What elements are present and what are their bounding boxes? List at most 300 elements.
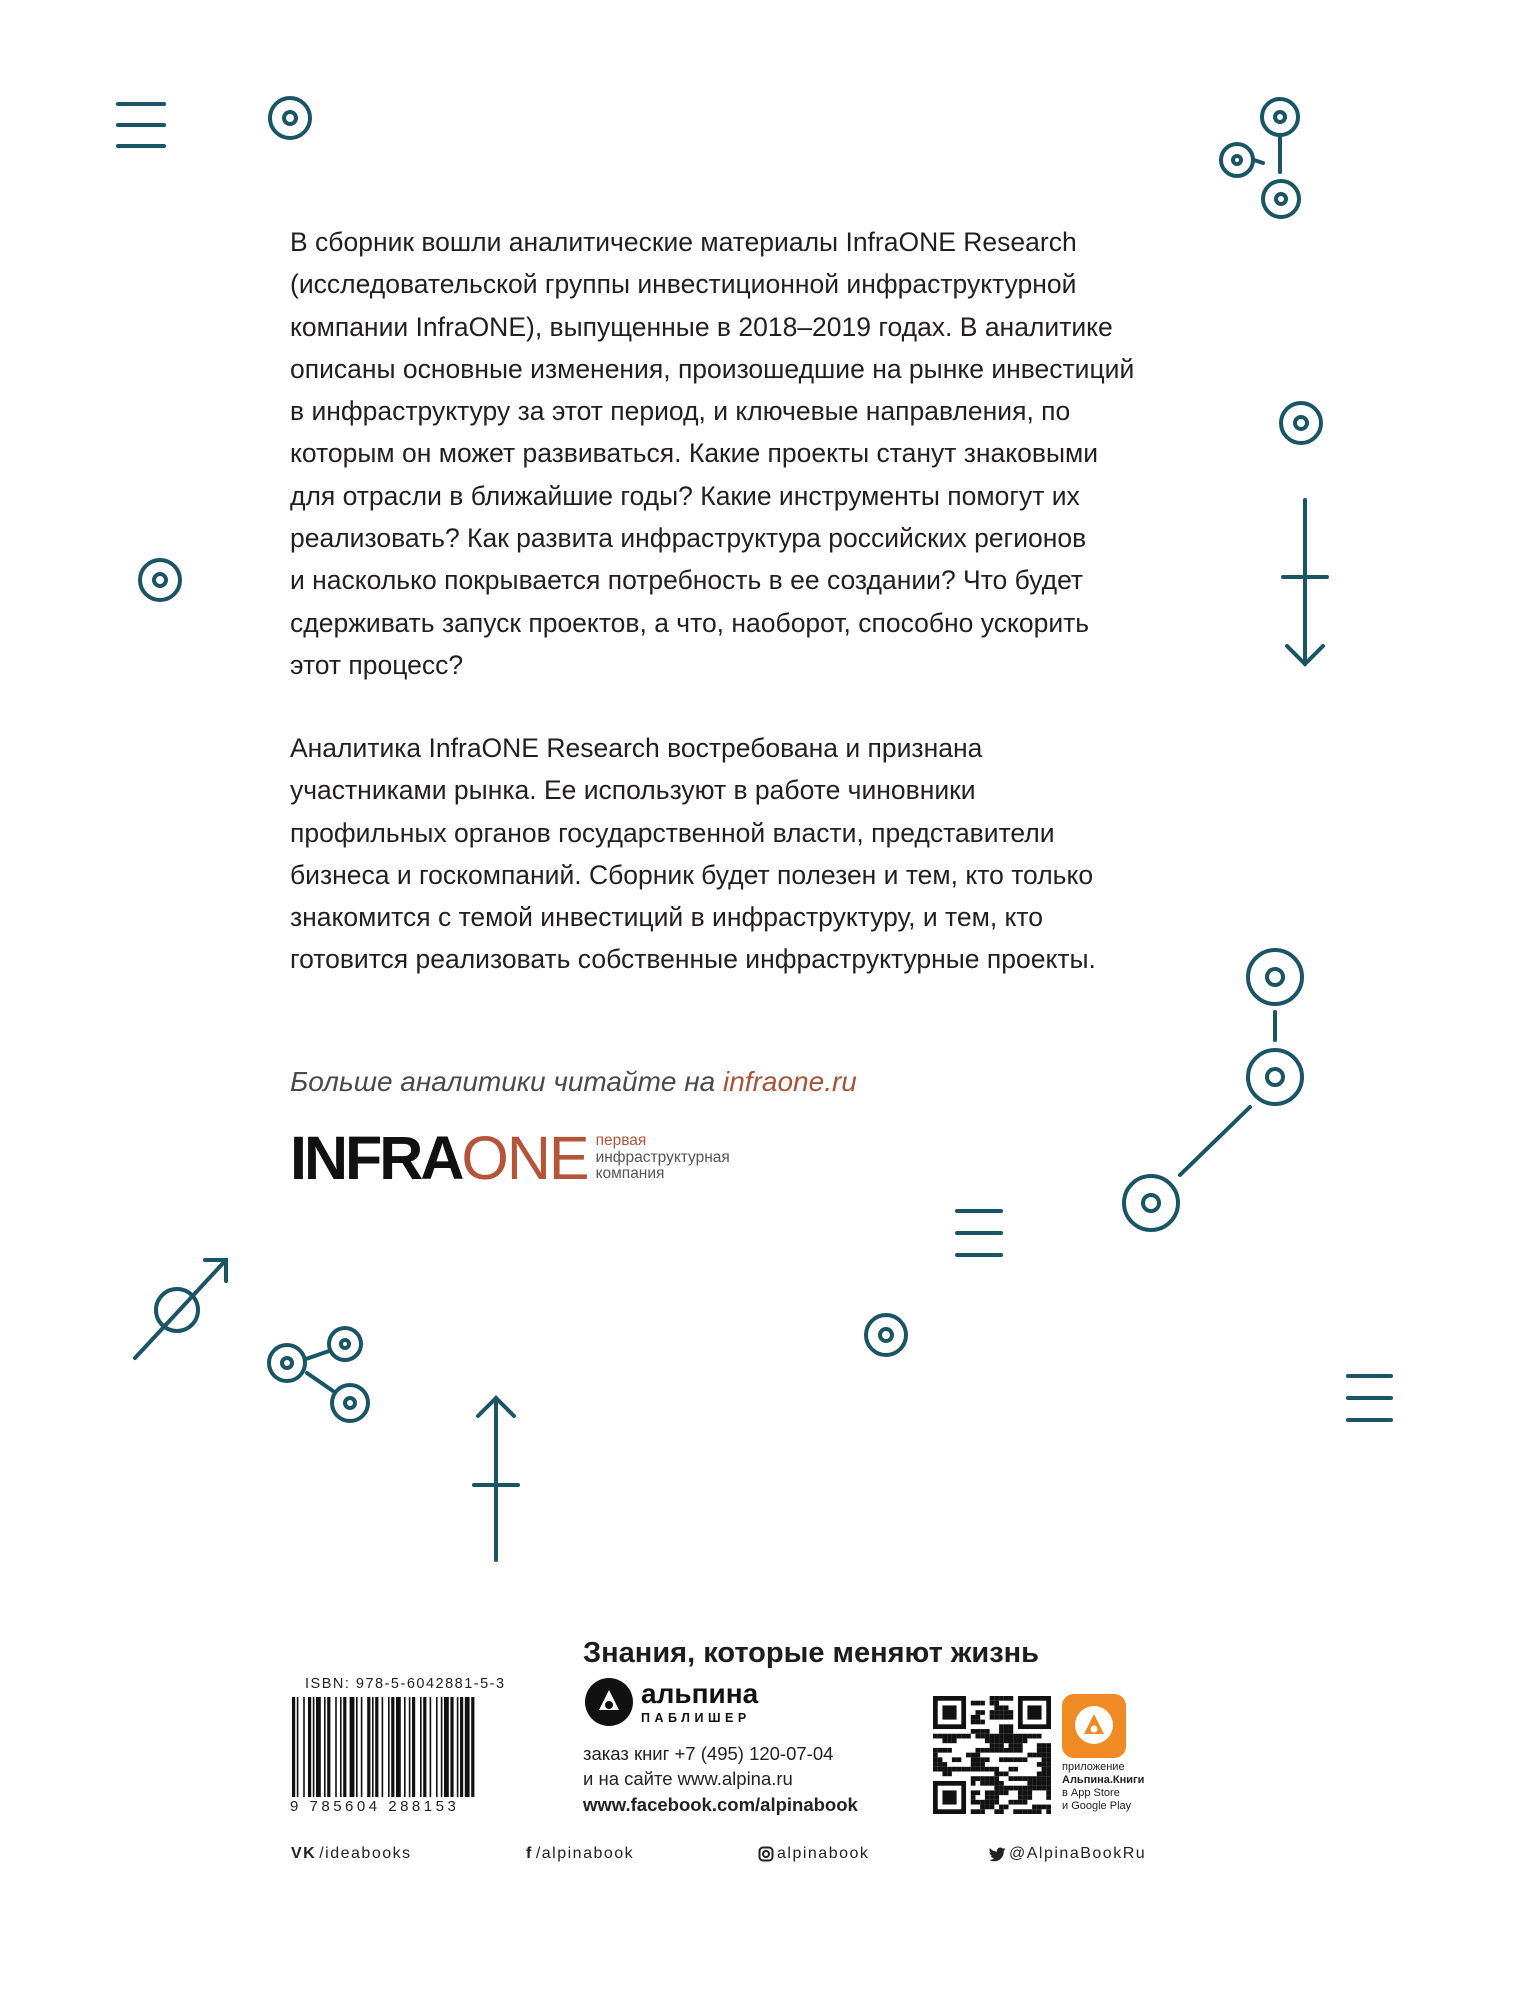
barcode-bar xyxy=(465,1697,470,1797)
text-line: реализовать? Как развита инфраструктура российских регионов xyxy=(290,523,1087,554)
barcode xyxy=(292,1697,522,1797)
qr-module xyxy=(1037,1748,1042,1753)
qr-module xyxy=(933,1767,938,1772)
qr-module xyxy=(1027,1753,1032,1758)
qr-module xyxy=(933,1762,938,1767)
qr-module xyxy=(966,1734,971,1739)
qr-module xyxy=(975,1710,980,1715)
qr-module xyxy=(999,1710,1004,1715)
qr-module xyxy=(985,1795,990,1800)
qr-module xyxy=(1027,1734,1032,1739)
qr-module xyxy=(942,1748,947,1753)
qr-module xyxy=(975,1776,980,1781)
qr-module xyxy=(1018,1795,1023,1800)
qr-module xyxy=(980,1762,985,1767)
barcode-bar xyxy=(335,1697,337,1797)
qr-module xyxy=(999,1757,1004,1762)
qr-module xyxy=(971,1701,976,1706)
qr-module xyxy=(971,1800,976,1805)
qr-module xyxy=(990,1781,995,1786)
text-line: и насколько покрывается потребность в ее создании? Что будет xyxy=(290,565,1084,596)
description-paragraph-2 xyxy=(290,727,1170,981)
text-line: описаны основные изменения, произошедшие на рынке инвестиций xyxy=(290,353,1135,384)
qr-module xyxy=(1037,1809,1042,1814)
qr-module xyxy=(957,1757,962,1762)
qr-module xyxy=(975,1715,980,1720)
barcode-bar xyxy=(409,1697,411,1797)
qr-module xyxy=(994,1710,999,1715)
social-vk-text: /ideabooks xyxy=(319,1845,412,1862)
qr-module xyxy=(994,1748,999,1753)
qr-module xyxy=(1037,1772,1042,1777)
qr-module xyxy=(1046,1748,1051,1753)
qr-module xyxy=(1004,1786,1009,1791)
qr-module xyxy=(985,1781,990,1786)
alpina-logo-icon xyxy=(583,1676,635,1728)
qr-module xyxy=(947,1734,952,1739)
qr-module xyxy=(1013,1809,1018,1814)
qr-module xyxy=(999,1790,1004,1795)
qr-module xyxy=(1037,1781,1042,1786)
qr-module xyxy=(1013,1786,1018,1791)
qr-module xyxy=(1004,1715,1009,1720)
barcode-bar xyxy=(372,1697,374,1797)
qr-module xyxy=(1023,1776,1028,1781)
qr-module xyxy=(985,1790,990,1795)
qr-module xyxy=(1009,1734,1014,1739)
qr-module xyxy=(1027,1809,1032,1814)
qr-module xyxy=(938,1748,943,1753)
qr-module xyxy=(1042,1748,1047,1753)
qr-module xyxy=(990,1805,995,1810)
qr-module xyxy=(980,1748,985,1753)
qr-module xyxy=(1032,1786,1037,1791)
barcode-bar xyxy=(292,1697,295,1797)
logo-tagline xyxy=(596,1133,730,1183)
qr-module xyxy=(1004,1696,1009,1701)
qr-module xyxy=(1009,1696,1014,1701)
qr-module xyxy=(1009,1757,1014,1762)
barcode-bar xyxy=(460,1697,463,1797)
qr-module xyxy=(1004,1705,1009,1710)
social-facebook-text: /alpinabook xyxy=(535,1845,635,1862)
menu-lines-icon xyxy=(1348,1376,1391,1420)
text-line: этот процесс? xyxy=(290,649,464,680)
qr-module xyxy=(975,1757,980,1762)
barcode-bar xyxy=(313,1697,315,1797)
qr-module xyxy=(994,1705,999,1710)
qr-module xyxy=(966,1753,971,1758)
qr-module xyxy=(971,1790,976,1795)
qr-module xyxy=(1023,1734,1028,1739)
qr-module xyxy=(990,1767,995,1772)
qr-module xyxy=(1009,1767,1014,1772)
qr-module xyxy=(1018,1800,1023,1805)
text-line: в инфраструктуру за этот период, и ключевые направления, по xyxy=(290,396,1071,427)
qr-module xyxy=(985,1734,990,1739)
qr-module xyxy=(1013,1734,1018,1739)
text-line: готовится реализовать собственные инфраструктурные проекты. xyxy=(290,944,1096,975)
qr-module xyxy=(952,1757,957,1762)
qr-module xyxy=(975,1762,980,1767)
qr-module xyxy=(975,1734,980,1739)
qr-module xyxy=(1042,1805,1047,1810)
qr-module xyxy=(980,1809,985,1814)
qr-module xyxy=(994,1734,999,1739)
qr-module xyxy=(994,1795,999,1800)
qr-module xyxy=(1023,1786,1028,1791)
qr-module xyxy=(975,1800,980,1805)
qr-module xyxy=(1009,1729,1014,1734)
qr-module xyxy=(1004,1790,1009,1795)
qr-module xyxy=(990,1800,995,1805)
qr-module xyxy=(990,1790,995,1795)
qr-module xyxy=(1018,1790,1023,1795)
qr-module xyxy=(990,1734,995,1739)
barcode-bar xyxy=(303,1697,305,1797)
qr-module xyxy=(952,1734,957,1739)
qr-module xyxy=(994,1786,999,1791)
qr-module xyxy=(1027,1776,1032,1781)
qr-module xyxy=(952,1738,957,1743)
qr-module xyxy=(938,1734,943,1739)
barcode-bar xyxy=(350,1697,355,1797)
barcode-bar xyxy=(375,1697,378,1797)
tagline-line: инфраструктурная xyxy=(595,1148,730,1166)
app-store-text xyxy=(1062,1761,1144,1813)
qr-module xyxy=(971,1762,976,1767)
text-line: сдерживать запуск проектов, а что, наоборот, способно ускорить xyxy=(290,607,1090,638)
qr-module xyxy=(994,1696,999,1701)
qr-module xyxy=(975,1767,980,1772)
qr-module xyxy=(933,1748,938,1753)
qr-module xyxy=(1004,1724,1009,1729)
text-line: бизнеса и госкомпаний. Сборник будет полезен и тем, кто только xyxy=(290,859,1094,890)
qr-module xyxy=(1037,1762,1042,1767)
barcode-bar xyxy=(391,1697,394,1797)
qr-module xyxy=(999,1781,1004,1786)
qr-module xyxy=(938,1762,943,1767)
barcode-bar xyxy=(450,1697,453,1797)
qr-module xyxy=(1004,1710,1009,1715)
qr-module xyxy=(1046,1805,1051,1810)
qr-module xyxy=(1009,1786,1014,1791)
qr-module xyxy=(999,1805,1004,1810)
qr-module xyxy=(1009,1776,1014,1781)
publisher-name: альпина xyxy=(641,1677,759,1709)
diagonal-arrow-circle-icon xyxy=(135,1260,226,1358)
qr-module xyxy=(994,1809,999,1814)
qr-module xyxy=(961,1767,966,1772)
infraone-link[interactable]: infraone.ru xyxy=(723,1066,857,1097)
qr-module xyxy=(1009,1800,1014,1805)
qr-module xyxy=(1004,1729,1009,1734)
qr-module xyxy=(947,1772,952,1777)
qr-module xyxy=(1042,1776,1047,1781)
barcode-bar xyxy=(297,1697,299,1797)
qr-module xyxy=(994,1781,999,1786)
qr-module xyxy=(985,1757,990,1762)
qr-module xyxy=(1037,1805,1042,1810)
more-analytics-line xyxy=(290,1066,857,1098)
qr-module xyxy=(990,1701,995,1706)
up-arrow-icon xyxy=(474,1398,518,1560)
qr-module xyxy=(1027,1781,1032,1786)
social-facebook[interactable] xyxy=(526,1845,634,1863)
qr-module xyxy=(1009,1743,1014,1748)
qr-module xyxy=(1032,1781,1037,1786)
qr-module xyxy=(1046,1795,1051,1800)
qr-module xyxy=(975,1701,980,1706)
barcode-bar xyxy=(412,1697,415,1797)
qr-module xyxy=(975,1748,980,1753)
qr-module xyxy=(999,1743,1004,1748)
qr-code[interactable] xyxy=(933,1696,1051,1814)
qr-module xyxy=(980,1767,985,1772)
qr-module xyxy=(1046,1781,1051,1786)
qr-module xyxy=(985,1800,990,1805)
more-analytics-text: Больше аналитики читайте на xyxy=(290,1066,724,1097)
target-circle-icon xyxy=(1281,403,1321,443)
publisher-site[interactable]: и на сайте www.alpina.ru xyxy=(583,1768,793,1789)
qr-module xyxy=(933,1757,938,1762)
down-arrow-icon xyxy=(1283,500,1327,664)
qr-module xyxy=(942,1767,947,1772)
qr-module xyxy=(971,1753,976,1758)
text-line: В сборник вошли аналитические материалы InfraONE Research xyxy=(290,227,1077,257)
qr-module xyxy=(980,1776,985,1781)
qr-module xyxy=(1042,1767,1047,1772)
qr-module xyxy=(1046,1762,1051,1767)
qr-module xyxy=(971,1720,976,1725)
barcode-bar xyxy=(316,1697,321,1797)
qr-module xyxy=(1004,1757,1009,1762)
qr-module xyxy=(1023,1795,1028,1800)
qr-module xyxy=(1046,1753,1051,1758)
qr-module xyxy=(980,1729,985,1734)
facebook-icon: f xyxy=(526,1845,533,1862)
order-phone: заказ книг +7 (495) 120-07-04 xyxy=(583,1743,834,1764)
twitter-icon xyxy=(989,1847,1006,1862)
qr-module xyxy=(933,1734,938,1739)
qr-module xyxy=(985,1767,990,1772)
qr-module xyxy=(1018,1757,1023,1762)
qr-module xyxy=(980,1757,985,1762)
qr-module xyxy=(1018,1734,1023,1739)
qr-module xyxy=(975,1790,980,1795)
qr-module xyxy=(1046,1743,1051,1748)
qr-module xyxy=(1027,1795,1032,1800)
social-twitter[interactable] xyxy=(989,1845,1146,1863)
qr-module xyxy=(1004,1805,1009,1810)
description-paragraph-1 xyxy=(290,221,1170,686)
alpina-publisher-logo xyxy=(583,1676,758,1728)
social-instagram-text: alpinabook xyxy=(777,1845,870,1862)
barcode-bar xyxy=(441,1697,443,1797)
qr-module xyxy=(1018,1738,1023,1743)
qr-module xyxy=(999,1705,1004,1710)
barcode-bar xyxy=(367,1697,370,1797)
qr-module xyxy=(947,1767,952,1772)
qr-module xyxy=(957,1767,962,1772)
qr-module xyxy=(990,1715,995,1720)
text-line: для отрасли в ближайшие годы? Какие инструменты помогут их xyxy=(290,480,1080,511)
qr-module xyxy=(971,1715,976,1720)
social-vk[interactable] xyxy=(291,1845,412,1863)
qr-module xyxy=(1009,1748,1014,1753)
qr-module xyxy=(985,1729,990,1734)
app-text-line: и Google Play xyxy=(1062,1800,1132,1812)
barcode-bar xyxy=(404,1697,406,1797)
menu-lines-icon xyxy=(118,104,164,146)
qr-module xyxy=(966,1767,971,1772)
barcode-bar xyxy=(340,1697,342,1797)
qr-module xyxy=(1023,1790,1028,1795)
qr-module xyxy=(1046,1772,1051,1777)
qr-module xyxy=(1032,1809,1037,1814)
isbn-label: ISBN: 978-5-6042881-5-3 xyxy=(305,1676,506,1692)
barcode-bar xyxy=(327,1697,330,1797)
text-line: участниками рынка. Ее используют в работе чиновники xyxy=(290,775,976,806)
qr-module xyxy=(980,1720,985,1725)
qr-module xyxy=(1013,1757,1018,1762)
qr-module xyxy=(990,1696,995,1701)
logo-word-one: ONE xyxy=(461,1124,588,1192)
qr-module xyxy=(999,1748,1004,1753)
qr-module xyxy=(1023,1809,1028,1814)
text-line: которым он может развиваться. Какие проекты станут знаковыми xyxy=(290,438,1099,469)
tagline-line: первая xyxy=(595,1132,647,1149)
qr-module xyxy=(942,1790,956,1804)
qr-module xyxy=(994,1767,999,1772)
text-line: компании InfraONE), выпущенные в 2018–2019 годах. В аналитике xyxy=(290,311,1113,342)
qr-module xyxy=(961,1734,966,1739)
publisher-facebook[interactable]: www.facebook.com/alpinabook xyxy=(583,1794,858,1815)
qr-module xyxy=(1032,1805,1037,1810)
vk-icon: VK xyxy=(291,1845,317,1862)
publisher-slogan: Знания, которые меняют жизнь xyxy=(583,1637,1039,1669)
qr-module xyxy=(994,1715,999,1720)
qr-module xyxy=(980,1800,985,1805)
qr-module xyxy=(990,1776,995,1781)
barcode-bar xyxy=(361,1697,363,1797)
qr-module xyxy=(999,1772,1004,1777)
qr-module xyxy=(1018,1786,1023,1791)
menu-lines-icon xyxy=(957,1211,1001,1255)
qr-module xyxy=(999,1809,1004,1814)
qr-module xyxy=(1009,1710,1014,1715)
text-line: Аналитика InfraONE Research востребована и признана xyxy=(290,733,983,763)
qr-module xyxy=(1037,1734,1042,1739)
qr-module xyxy=(1013,1776,1018,1781)
target-circle-icon xyxy=(270,98,310,138)
qr-module xyxy=(1009,1715,1014,1720)
qr-module xyxy=(1032,1753,1037,1758)
publisher-subname: ПАБЛИШЕР xyxy=(641,1710,751,1725)
qr-module xyxy=(985,1738,990,1743)
target-circle-icon xyxy=(866,1315,906,1355)
barcode-bar xyxy=(457,1697,459,1797)
qr-module xyxy=(999,1786,1004,1791)
qr-module xyxy=(1027,1786,1032,1791)
app-text-line: Альпина.Книги xyxy=(1062,1774,1145,1786)
qr-module xyxy=(942,1772,947,1777)
qr-module xyxy=(971,1729,976,1734)
qr-module xyxy=(952,1767,957,1772)
qr-module xyxy=(999,1734,1004,1739)
qr-module xyxy=(999,1715,1004,1720)
qr-module xyxy=(994,1743,999,1748)
barcode-bar xyxy=(471,1697,474,1797)
barcode-bar xyxy=(420,1697,422,1797)
qr-module xyxy=(1046,1757,1051,1762)
qr-module xyxy=(1018,1809,1023,1814)
qr-module xyxy=(1009,1724,1014,1729)
qr-module xyxy=(938,1757,943,1762)
infraone-logo xyxy=(290,1126,730,1190)
qr-module xyxy=(1013,1767,1018,1772)
barcode-bar xyxy=(382,1697,384,1797)
qr-module xyxy=(1018,1748,1023,1753)
instagram-icon xyxy=(758,1846,774,1862)
qr-module xyxy=(1046,1786,1051,1791)
qr-module xyxy=(999,1729,1004,1734)
barcode-bar xyxy=(444,1697,449,1797)
qr-module xyxy=(1013,1748,1018,1753)
qr-module xyxy=(975,1729,980,1734)
qr-module xyxy=(1046,1776,1051,1781)
social-instagram[interactable] xyxy=(758,1845,869,1863)
barcode-bar xyxy=(343,1697,346,1797)
qr-module xyxy=(1004,1772,1009,1777)
text-line: профильных органов государственной власти, представители xyxy=(290,817,1055,848)
qr-module xyxy=(1037,1753,1042,1758)
qr-module xyxy=(994,1701,999,1706)
qr-module xyxy=(1042,1786,1047,1791)
social-twitter-text: @AlpinaBookRu xyxy=(1009,1845,1147,1862)
node-network-icon xyxy=(1221,99,1299,217)
qr-module xyxy=(1042,1743,1047,1748)
qr-module xyxy=(990,1795,995,1800)
qr-module xyxy=(994,1776,999,1781)
text-line: знакомится с темой инвестиций в инфраструктуру, и тем, кто xyxy=(290,902,1044,933)
barcode-bar xyxy=(388,1697,390,1797)
qr-module xyxy=(1037,1776,1042,1781)
qr-module xyxy=(1023,1757,1028,1762)
qr-module xyxy=(971,1776,976,1781)
qr-module xyxy=(990,1748,995,1753)
qr-module xyxy=(1046,1809,1051,1814)
qr-module xyxy=(942,1705,956,1719)
qr-module xyxy=(994,1772,999,1777)
qr-module xyxy=(1032,1734,1037,1739)
qr-module xyxy=(980,1805,985,1810)
alpina-app-icon[interactable] xyxy=(1062,1694,1126,1758)
qr-module xyxy=(1042,1781,1047,1786)
qr-module xyxy=(938,1767,943,1772)
qr-module xyxy=(942,1762,947,1767)
qr-module xyxy=(994,1738,999,1743)
qr-module xyxy=(1013,1743,1018,1748)
barcode-bar xyxy=(308,1697,311,1797)
qr-module xyxy=(1037,1743,1042,1748)
qr-module xyxy=(1032,1776,1037,1781)
qr-module xyxy=(980,1710,985,1715)
qr-module xyxy=(994,1800,999,1805)
qr-module xyxy=(1046,1790,1051,1795)
qr-module xyxy=(971,1795,976,1800)
qr-module xyxy=(947,1748,952,1753)
